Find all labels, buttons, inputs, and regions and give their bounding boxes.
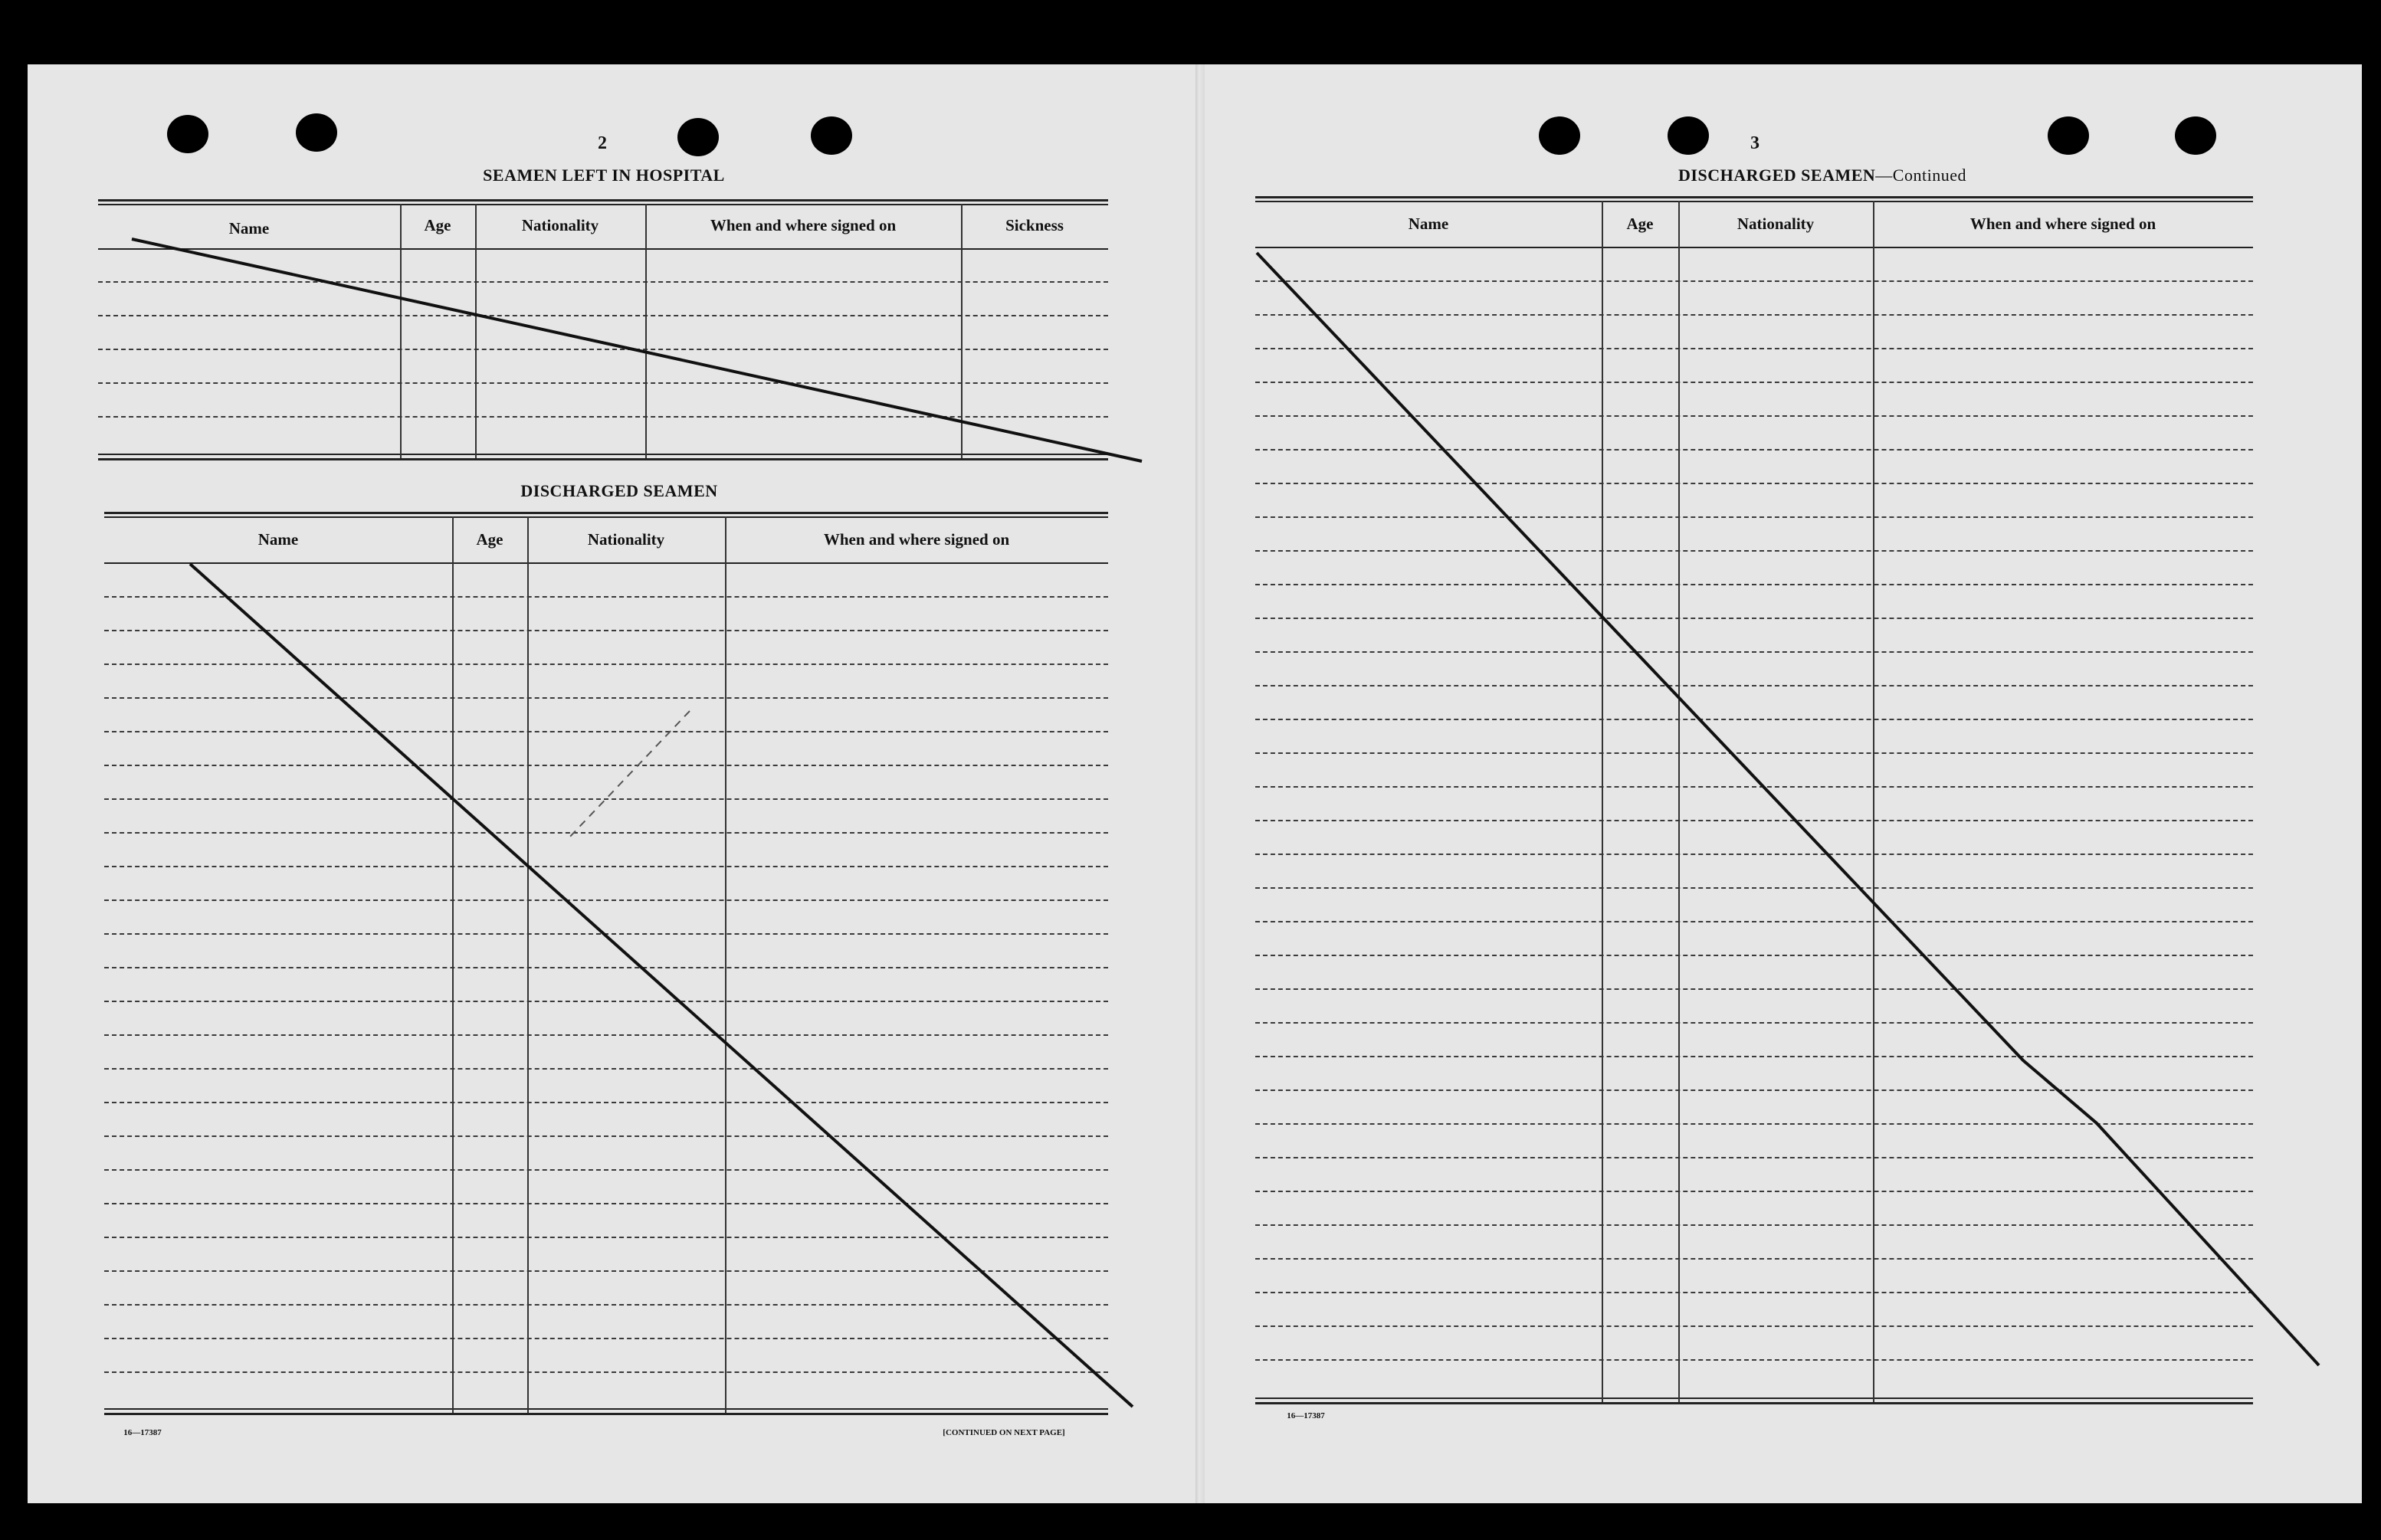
column-header-name: Name (1408, 215, 1449, 233)
hospital-table (98, 199, 1108, 464)
discharged-continued-table (1255, 196, 2253, 1408)
punch-hole (2175, 116, 2216, 155)
column-header-signed-on: When and where signed on (710, 216, 897, 234)
left-page-number: 2 (598, 133, 607, 153)
punch-hole (296, 113, 337, 152)
discharged-section-title: DISCHARGED SEAMEN (520, 481, 718, 500)
column-header-name: Name (257, 530, 299, 549)
column-header-age: Age (1626, 215, 1654, 233)
column-header-age: Age (476, 530, 503, 549)
punch-hole (167, 115, 208, 153)
column-header-name: Name (228, 219, 270, 238)
discharged-table (104, 512, 1108, 1420)
form-number: 16—17387 (1287, 1411, 1325, 1420)
hospital-section-title: SEAMEN LEFT IN HOSPITAL (483, 165, 725, 185)
column-header-age: Age (424, 216, 451, 234)
discharged-continued-title-main: DISCHARGED SEAMEN (1678, 165, 1876, 185)
punch-hole (1539, 116, 1580, 155)
punch-hole (677, 118, 719, 156)
center-fold (1195, 64, 1205, 1503)
column-header-signed-on: When and where signed on (823, 530, 1010, 549)
punch-hole (811, 116, 852, 155)
column-header-sickness: Sickness (1005, 216, 1064, 234)
column-header-nationality: Nationality (587, 530, 665, 549)
right-page-number: 3 (1750, 133, 1760, 153)
discharged-continued-suffix: —Continued (1875, 165, 1966, 185)
column-header-signed-on: When and where signed on (1969, 215, 2156, 233)
form-number: 16—17387 (123, 1428, 162, 1437)
column-header-nationality: Nationality (1737, 215, 1815, 233)
continued-note: [CONTINUED ON NEXT PAGE] (943, 1428, 1065, 1437)
discharged-continued-title (1678, 165, 1966, 185)
punch-hole (1668, 116, 1709, 155)
column-header-nationality: Nationality (521, 216, 599, 234)
punch-hole (2048, 116, 2089, 155)
